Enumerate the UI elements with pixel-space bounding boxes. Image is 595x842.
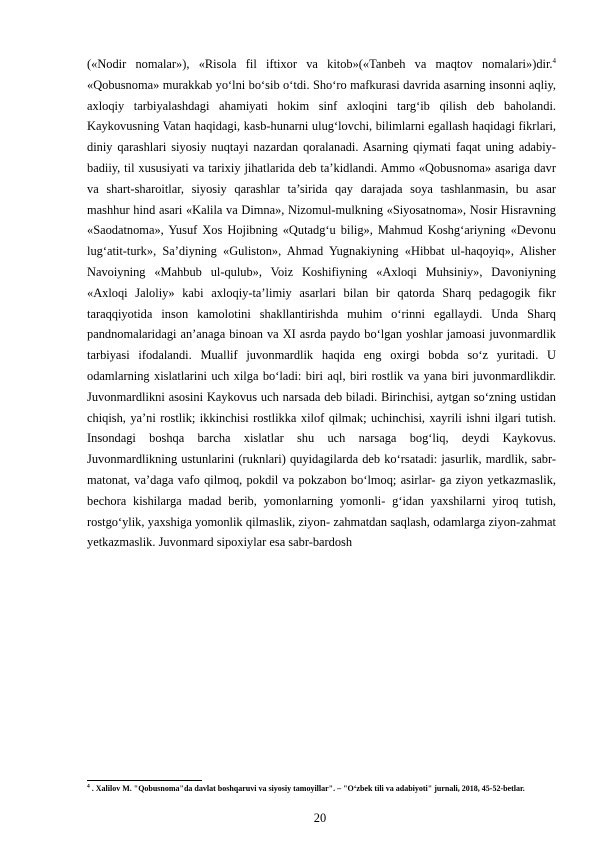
footnote-text: . Xalilov M. "Qobusnoma"da davlat boshqaruvi va siyosiy tamoyillar". – "O‘zbek tili va adabiyoti" jurnali, 2018, 45-52-betlar. — [89, 784, 525, 793]
paragraph-text-continued: «Qobusnoma» murakkab yo‘lni bo‘sib o‘tdi. Sho‘ro mafkurasi davrida asarning insonni aqliy, axloqiy tarbiyalashdagi ahamiyati hokim sinf axloqini targ‘ib qilish deb baholandi. Kaykovusning Vatan haqidagi, kasb-hunarni ulug‘lovchi, bilimlarni egallash haqidagi fikrlari, diniy qarashlari siyosiy nuqtayi nazardan qoralanadi. Asarning qiymati faqat uning adabiy-badiiy, til xususiyati va tarixiy jihatlarida deb ta’kidlandi. Ammo «Qobusnoma» asariga davr va shart-sharoitlar, siyosiy qarashlar ta’sirida qay darajada soya tashlanmasin, bu asar mashhur hind asari «Kalila va Dimna», Nizomul-mulkning «Siyosatnoma», Nosir Hisravning «Saodatnoma», Yusuf Xos Hojibning «Qutadg‘u bilig», Mahmud Koshg‘ariyning «Devonu lug‘atit-turk», Sa’diyning «Guliston», Ahmad Yugnakiyning «Hibbat ul-haqoyiq», Alisher Navoiyning «Mahbub ul-qulub», Voiz Koshifiyning «Axloqi Muhsiniy», Davoniyning «Axloqi Jaloliy» kabi axloqiy-ta’limiy asarlari bilan bir qatorda Sharq pedagogik fikr taraqqiyotida inson kamolotini shakllantirishda muhim o‘rinni egallaydi. Unda Sharq pandnomalaridagi an’anaga binoan va XI asrda paydo bo‘lgan yoshlar jamoasi juvonmardlik tarbiyasi ifodalandi. Muallif juvonmardlik haqida eng oxirgi bobda so‘z yuritadi. U odamlarning xislatlarini uch xilga bo‘ladi: biri aql, biri rostlik va yana biri juvonmardlikdir. Juvonmardlikni asosini Kaykovus uch narsada deb biladi. Birinchisi, aytgan so‘zning ustidan chiqish, ya’ni rostlik; ikkinchisi rostlikka xilof qilmak; uchinchisi, xayrili ishni ilgari tutish. Insondagi boshqa barcha xislatlar shu uch narsaga bog‘liq, deydi Kaykovus. Juvonmardlikning ustunlarini (ruknlari) quyidagilarda deb ko‘rsatadi: jasurlik, mardlik, sabr-matonat, va’daga vafo qilmoq, pokdil va pokzabon bo‘lmoq; asirlar- ga ziyon yetkazmaslik, bechora kishilarga madad berib, yomonlarning yomonli- g‘idan yaxshilarni yiroq tutish, rostgo‘ylik, yaxshiga yomonlik qilmaslik, ziyon- zahmatdan saqlash, odamlarga ziyon-zahmat yetkazmaslik. Juvonmard sipoxiylar esa sabr-bardosh — [87, 77, 556, 550]
footnote-separator — [87, 780, 202, 781]
footnote-reference[interactable]: 4 — [552, 56, 556, 65]
paragraph-text-start: («Nodir nomalar»), «Risola fil iftixor va kitob»(«Tanbeh va maqtov nomalari»)dir. — [87, 57, 553, 71]
page-number: 20 — [313, 811, 327, 825]
footnote — [87, 784, 556, 795]
footnote-marker: 4 — [87, 783, 90, 790]
body-paragraph — [87, 54, 556, 553]
